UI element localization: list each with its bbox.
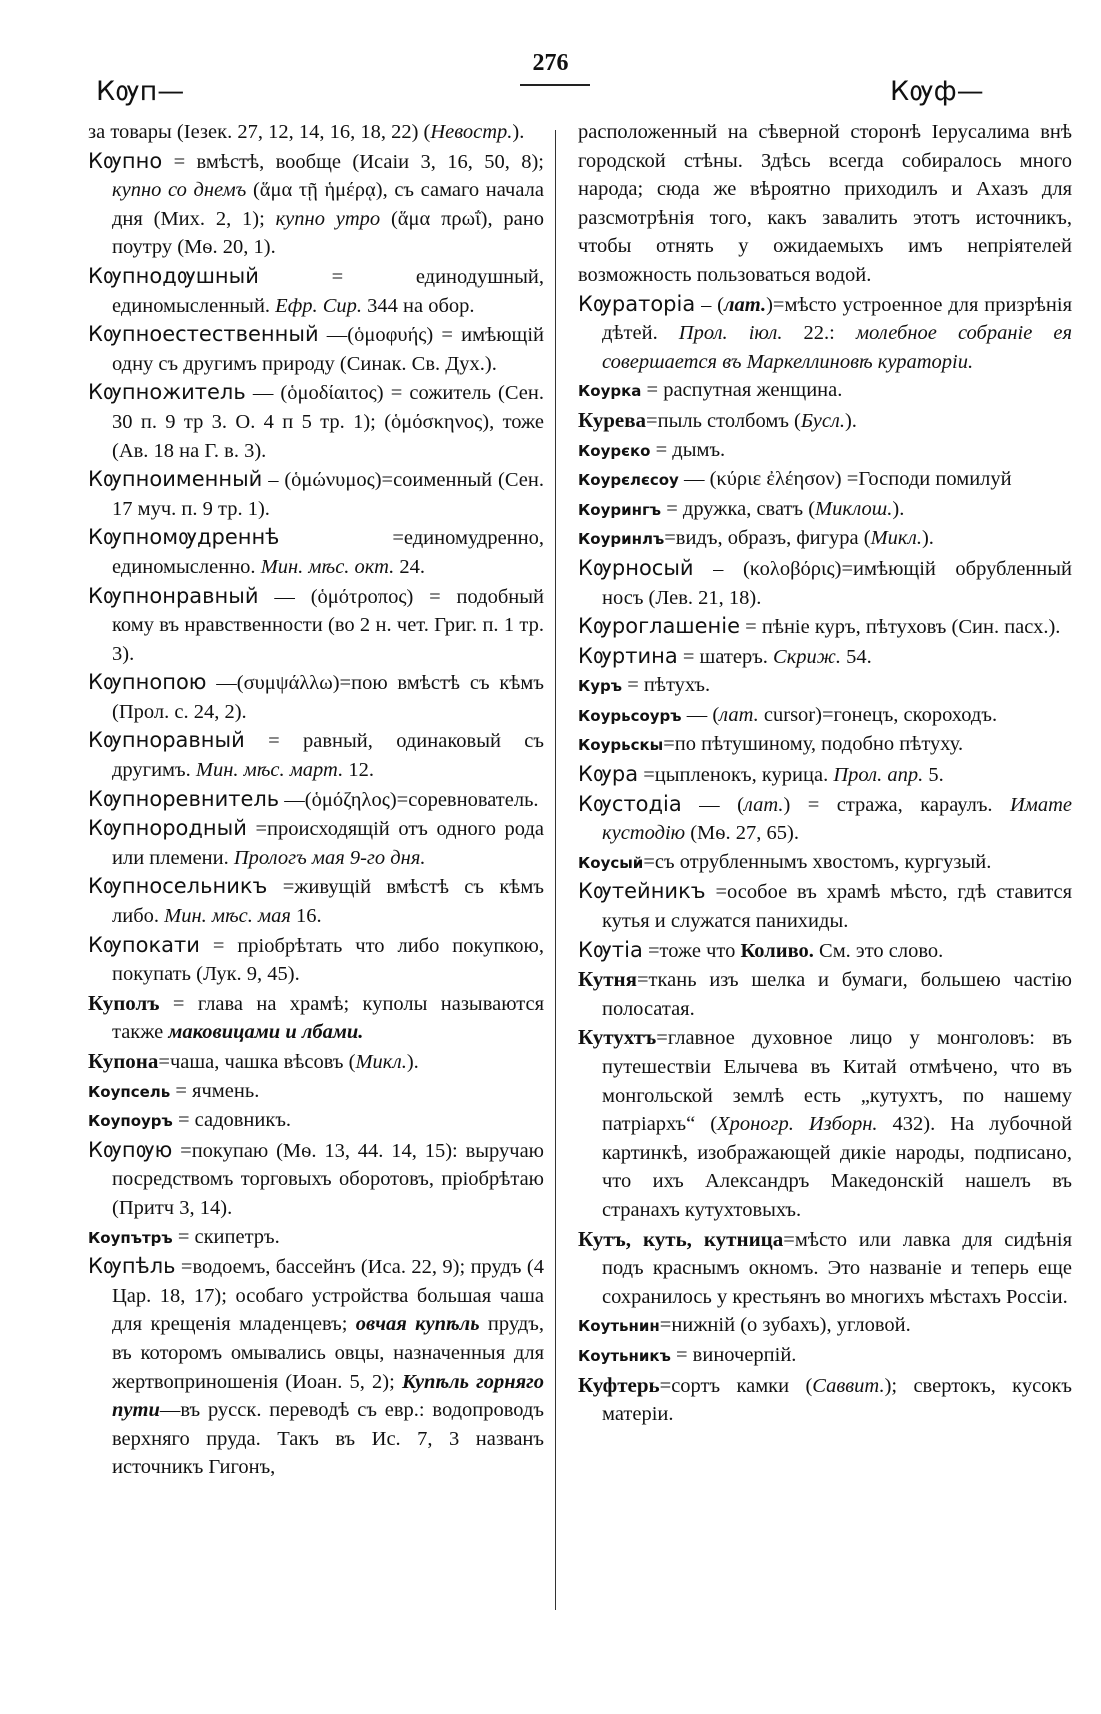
entry-text: 16. <box>290 905 322 928</box>
entry-text: 54. <box>841 645 872 668</box>
entry-text: = пѣтухъ. <box>622 674 711 697</box>
entry-text: ). <box>892 497 905 520</box>
entry-text: = пѣнiе куръ, пѣтуховъ (Син. пасх.). <box>740 616 1061 639</box>
entry-headword: Кутухтъ <box>578 1025 657 1050</box>
entry-text: — (ὁμότροπος) = подобный кому въ нравственности (во 2 н. чет. Григ. п. 1 тр. 3). <box>112 585 544 665</box>
entry-text: =сортъ камки ( <box>659 1374 813 1397</box>
entry-headword: Коупоуръ <box>88 1112 173 1131</box>
entry-headword: Коурка <box>578 382 642 401</box>
dictionary-entry <box>578 1023 1072 1224</box>
entry-text: ); свертокъ, кусокъ матерiи. <box>602 1374 1072 1426</box>
entry-headword: Коурьскы <box>578 736 664 755</box>
entry-text: 5. <box>923 764 944 787</box>
entry-text: —въ русск. переводѣ съ евр.: водопроводъ верхняго пруда. Такъ въ Ис. 7, 3 названъ источникъ Гигонъ, <box>112 1399 544 1479</box>
entry-headword: Кѹртина <box>578 643 678 668</box>
entry-text: ). <box>512 121 525 143</box>
entry-text: – (κολοβόρις)=имѣющiй обрубленный носъ (Лев. 21, 18). <box>602 557 1072 609</box>
entry-headword: Кѹпноравный <box>88 728 245 753</box>
dictionary-entry <box>88 465 544 523</box>
dictionary-entry <box>88 1077 544 1107</box>
entry-headword: Кѹтiа <box>578 937 643 962</box>
entry-headword: Коутьнин <box>578 1317 660 1336</box>
entry-text: лат. <box>719 703 759 726</box>
entry-headword: Кѹроглашенiе <box>578 614 741 639</box>
entry-headword: Кѹстодiа <box>578 791 682 816</box>
entry-headword: Коурєко <box>578 441 651 460</box>
entry-text: купно со днемъ <box>112 179 247 202</box>
entry-text: маковицами и лбами. <box>168 1021 364 1044</box>
entry-headword: Курева <box>578 407 647 432</box>
entry-text: = дымъ. <box>650 438 726 461</box>
entry-text: =пыль столбомъ ( <box>646 409 801 432</box>
dictionary-entry <box>88 785 544 815</box>
dictionary-entry <box>578 406 1072 436</box>
dictionary-entry <box>88 118 544 147</box>
entry-headword: Коурингъ <box>578 500 662 519</box>
entry-text: — ( <box>681 703 720 726</box>
dictionary-entry <box>578 612 1072 642</box>
entry-headword: Кѹрносый <box>578 555 694 580</box>
entry-text: ). <box>406 1051 419 1073</box>
dictionary-entry <box>578 524 1072 554</box>
entry-text: Прологъ мая 9-го дня. <box>233 846 426 869</box>
dictionary-entry <box>88 262 544 320</box>
entry-text: — ( <box>681 793 744 816</box>
entry-text: =съ отрубленнымъ хвостомъ, кургузый. <box>643 850 992 873</box>
entry-text: Мин. мѣс. март. <box>195 759 344 782</box>
entry-text: =особое въ храмѣ мѣсто, гдѣ ставится кутья и служатся панихиды. <box>602 881 1072 933</box>
dictionary-entry <box>578 965 1072 1023</box>
entry-headword: Кѹраторiа <box>578 291 696 316</box>
entry-text: = скипетръ. <box>172 1225 280 1248</box>
entry-text: Коливо. <box>740 939 814 962</box>
entry-headword: Кѹпнодѹшный <box>88 263 259 288</box>
entry-headword: Коурьсоуръ <box>578 706 682 725</box>
dictionary-entry <box>88 582 544 669</box>
entry-headword: Кѹра <box>578 762 639 787</box>
entry-headword: Коупсель <box>88 1082 171 1101</box>
entry-headword: Кѹтейникъ <box>578 879 706 904</box>
entry-text: =происходящiй отъ одного рода или племени. <box>112 818 544 869</box>
entry-text: овчая купѣль <box>355 1313 480 1336</box>
entry-text: лат. <box>743 793 784 816</box>
entry-text: 344 на обор. <box>362 294 475 317</box>
entry-text: См. это слово. <box>813 939 944 962</box>
entry-headword: Куфтерь <box>578 1372 660 1397</box>
entry-text: Прол. iюл. <box>678 322 783 345</box>
dictionary-entry <box>88 523 544 581</box>
entry-text: купно утро <box>275 207 381 230</box>
dictionary-entry <box>88 1136 544 1223</box>
entry-text: 22.: <box>782 322 856 345</box>
entry-text: =по пѣтушиному, подобно пѣтуху. <box>663 733 964 756</box>
dictionary-entry <box>88 872 544 930</box>
entry-text: = глава на храмѣ; куполы называются также <box>112 992 544 1044</box>
right-column <box>578 118 1072 1429</box>
entry-headword: Кѹпноименный <box>88 467 263 492</box>
dictionary-entry <box>578 701 1072 731</box>
entry-text: =единомудренно, единомысленно. <box>112 527 544 578</box>
entry-text: – ( <box>695 293 725 316</box>
entry-headword: Кутъ, куть, кутница <box>578 1226 784 1251</box>
entry-text: = виночерпiй. <box>670 1343 797 1366</box>
dictionary-entry <box>88 147 544 262</box>
dictionary-entry <box>578 436 1072 466</box>
entry-headword: Кѹпѣль <box>88 1254 176 1279</box>
entry-text: =живущiй вмѣстѣ съ кѣмъ либо. <box>112 876 544 928</box>
entry-headword: Кѹпноревнитель <box>88 786 280 811</box>
entry-text: – (ὁμώνυμος)=соименный (Сен. 17 муч. п. 9 тр. 1). <box>112 469 544 520</box>
dictionary-entry <box>578 1225 1072 1312</box>
entry-text: —(ὁμόζηλος)=соревнователь. <box>279 788 539 811</box>
entry-headword: Коусый <box>578 853 644 872</box>
page-number: 276 <box>532 50 569 76</box>
entry-text: Мин. мѣс. мая <box>164 905 291 928</box>
dictionary-entry <box>578 465 1072 495</box>
entry-text: =водоемъ, бассейнъ (Иса. 22, 9); прудъ (4 Цар. 18, 17); особаго устройства большая чаша для крещенiя младенцевъ; <box>112 1256 544 1336</box>
dictionary-entry <box>578 936 1072 966</box>
entry-text: — (κύριε ἐλέησον) =Господи помилуй <box>678 468 1012 491</box>
entry-text: Мин. мѣс. окт. <box>260 555 395 578</box>
dictionary-entry <box>88 931 544 989</box>
dictionary-entry <box>578 790 1072 848</box>
entry-text: =ткань изъ шелка и бумаги, большею частiю полосатая. <box>602 969 1072 1020</box>
dictionary-entry <box>578 760 1072 790</box>
entry-text: ). <box>844 409 857 432</box>
entry-headword: Коутьникъ <box>578 1346 671 1365</box>
dictionary-entry <box>88 726 544 784</box>
entry-text: =мѣсто или лавка для сидѣнiя подъ краснымъ окномъ. Это названiе и теперь еще сохранилось у крестьянъ во многихъ мѣстахъ Россiи. <box>602 1228 1073 1308</box>
dictionary-entry <box>88 320 544 378</box>
entry-text: прудъ, въ которомъ омывались овцы, назначенныя для жертвоприношенiя (Иоан. 5, 2); <box>112 1313 544 1393</box>
dictionary-entry <box>88 1223 544 1253</box>
entry-headword: Кѹпномѹдреннѣ <box>88 525 280 550</box>
left-column <box>88 118 544 1482</box>
entry-text: = шатеръ. <box>677 645 774 668</box>
entry-text: =цыпленокъ, курица. <box>638 764 834 787</box>
entry-text: Микл. <box>870 527 922 550</box>
entry-text: cursor)=гонецъ, скороходъ. <box>758 703 998 726</box>
entry-text: ) = стража, караулъ. <box>783 793 1010 816</box>
entry-headword: Кѹпноестественный <box>88 322 319 347</box>
entry-headword: Купона <box>88 1049 159 1073</box>
entry-text: (ἅμα τῇ ἡμέρᾳ), съ самаго начала дня (Мих. 2, 1); <box>112 179 544 230</box>
dictionary-entry <box>578 495 1072 525</box>
entry-text: Купѣль горняго пути <box>112 1370 544 1422</box>
entry-headword: Коурєлєсоу <box>578 471 679 490</box>
entry-text: =чаша, чашка вѣсовъ ( <box>158 1051 356 1073</box>
entry-text: за товары (Iезек. 27, 12, 14, 16, 18, 22) ( <box>88 121 431 143</box>
entry-text: =нижнiй (о зубахъ), угловой. <box>659 1314 911 1337</box>
entry-headword: Кѹпносельникъ <box>88 874 268 899</box>
entry-text: = дружка, сватъ ( <box>661 497 816 520</box>
entry-text: 432). На лубочной картинкѣ, изображающей дикiе народы, подписано, что ихъ Александръ Македонскiй нашелъ въ странахъ кутухтовыхъ. <box>602 1113 1073 1221</box>
entry-text: — (ὁμοδίαιτος) = сожитель (Сен. 30 п. 9 тр 3. О. 4 п 5 тр. 1); (ὁμόσκηνος), тоже (Ав. 18 на Г. в. 3). <box>112 382 544 462</box>
dictionary-entry <box>88 814 544 872</box>
dictionary-entry <box>88 1106 544 1136</box>
dictionary-entry <box>88 989 544 1047</box>
entry-text: —(ὁμοφυής) = имѣющiй одну съ другимъ природу (Синак. Св. Дух.). <box>112 324 544 375</box>
entry-text: =видъ, образъ, фигура ( <box>664 527 871 550</box>
entry-headword: Коуринлъ <box>578 530 665 549</box>
entry-headword: Кѹпножитель <box>88 380 246 405</box>
entry-headword: Кѹпнопою <box>88 670 207 695</box>
dictionary-entry <box>88 378 544 465</box>
entry-text: = садовникъ. <box>172 1109 292 1132</box>
entry-text: ). <box>921 527 934 550</box>
entry-text: Имате кустодiю <box>602 793 1073 845</box>
entry-text: (Мѳ. 27, 65). <box>685 822 799 845</box>
dictionary-entry <box>88 668 544 726</box>
dictionary-entry <box>578 848 1072 878</box>
page-number-rule <box>520 84 590 86</box>
dictionary-entry <box>578 290 1072 377</box>
dictionary-entry <box>578 376 1072 406</box>
entry-text: )=мѣсто устроенное для призрѣнiя дѣтей. <box>602 293 1073 345</box>
entry-headword: Кѹпнонравный <box>88 583 259 608</box>
dictionary-entry <box>578 642 1072 672</box>
running-head-right: Кѹф— <box>890 76 984 107</box>
entry-text: = вмѣстѣ, вообще (Исаiи 3, 16, 50, 8); <box>162 150 544 173</box>
running-head-left: Кѹп— <box>96 76 185 107</box>
entry-text: —(συμψάλλω)=пою вмѣстѣ съ кѣмъ (Прол. с. 24, 2). <box>112 672 544 723</box>
entry-text: Скриж. <box>773 645 842 668</box>
entry-text: Миклош. <box>815 497 893 520</box>
entry-headword: Кутня <box>578 967 637 992</box>
entry-text: = равный, одинаковый съ другимъ. <box>112 730 544 782</box>
dictionary-entry <box>578 1341 1072 1371</box>
entry-text: Ефр. Сир. <box>275 294 363 317</box>
entry-text: (ἅμα πρωΐ), рано поутру (Мѳ. 20, 1). <box>112 207 544 259</box>
entry-headword: Куполъ <box>88 990 160 1015</box>
column-divider <box>555 130 556 1610</box>
entry-headword: Коупътръ <box>88 1228 173 1247</box>
entry-text: = распутная женщина. <box>641 379 843 402</box>
entry-headword: Кѹпнородный <box>88 816 247 841</box>
entry-text: Прол. апр. <box>833 764 924 787</box>
entry-text: =тоже что <box>642 939 741 962</box>
entry-text: Хроногр. Изборн. <box>717 1113 878 1136</box>
entry-headword: Кѹпно <box>88 148 163 173</box>
entry-text: Невостр. <box>430 121 513 143</box>
entry-text: = ячмень. <box>170 1079 260 1102</box>
dictionary-entry <box>578 877 1072 935</box>
dictionary-entry <box>578 554 1072 612</box>
entry-text: = единодушный, единомысленный. <box>112 265 544 317</box>
entry-text: Микл. <box>355 1051 407 1073</box>
entry-text: Бусл. <box>800 409 845 432</box>
dictionary-entry <box>578 118 1072 290</box>
dictionary-entry <box>88 1252 544 1482</box>
entry-text: 12. <box>343 759 374 782</box>
entry-headword: Кѹпокати <box>88 932 200 957</box>
dictionary-entry <box>578 1311 1072 1341</box>
entry-headword: Куръ <box>578 677 623 696</box>
entry-text: =покупаю (Мѳ. 13, 44. 14, 15): выручаю посредствомъ торговыхъ оборотовъ, прiобрѣтаю (Притч 3, 14). <box>112 1139 544 1219</box>
entry-text: =главное духовное лицо у монголовъ: въ путешествiи Елычева въ Китай отмѣчено, что въ монгольской землѣ есть „кутухтъ, по нашему патрiархъ“ ( <box>602 1027 1072 1136</box>
entry-text: молебное собранiе ея совершается въ Маркеллиновѣ кураторiи. <box>602 322 1072 373</box>
entry-text: Саввит. <box>812 1374 885 1397</box>
dictionary-entry <box>578 671 1072 701</box>
entry-headword: Кѹпѹю <box>88 1137 173 1162</box>
dictionary-entry <box>88 1047 544 1077</box>
entry-text: расположенный на сѣверной сторонѣ Iерусалима внѣ городской стѣны. Здѣсь всегда собиралось много народа; сюда же вѣроятно приходилъ и Ахазъ для разсмотрѣнiя того, какъ завалить этотъ источникъ, чтобы отнять у ожидаемыхъ имъ непрiятелей возможность пользоваться водой. <box>578 121 1072 286</box>
entry-text: = прiобрѣтать что либо покупкою, покупать (Лук. 9, 45). <box>112 934 544 986</box>
dictionary-entry <box>578 730 1072 760</box>
entry-text: лат. <box>724 293 767 316</box>
dictionary-entry <box>578 1371 1072 1429</box>
entry-text: 24. <box>394 555 426 578</box>
